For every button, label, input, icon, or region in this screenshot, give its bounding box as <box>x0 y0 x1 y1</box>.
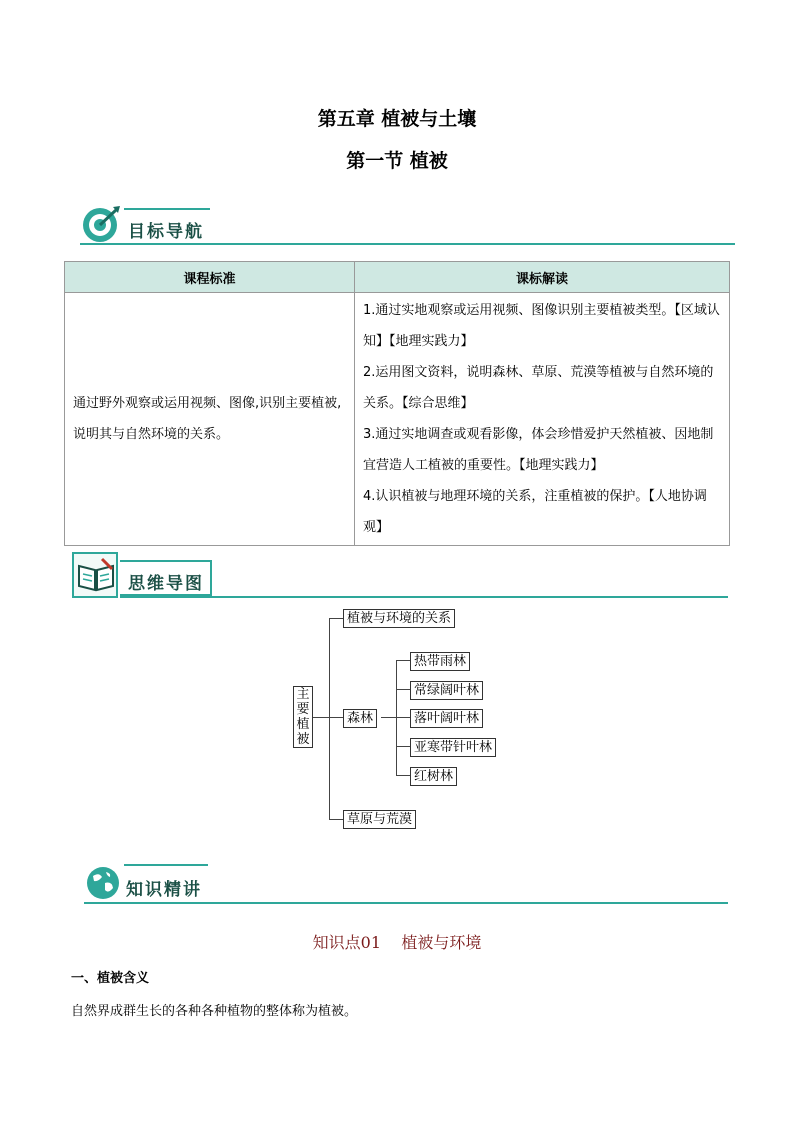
mindmap-leaf: 常绿阔叶林 <box>410 681 483 700</box>
mindmap-node-forest: 森林 <box>343 709 377 728</box>
table-header-interpretation: 课标解读 <box>355 262 730 293</box>
globe-icon <box>84 864 122 902</box>
mindmap-leaf: 热带雨林 <box>410 652 470 671</box>
mindmap-root: 主要植被 <box>293 686 313 748</box>
curriculum-table <box>64 261 730 546</box>
chapter-title: 第五章 植被与土壤 <box>317 108 477 130</box>
book-icon <box>76 556 116 594</box>
mindmap-leaf: 亚寒带针叶林 <box>410 738 496 757</box>
interpretation-item: 4.认识植被与地理环境的关系，注重植被的保护。【人地协调观】 <box>363 489 707 535</box>
mindmap-node-grassland: 草原与荒漠 <box>343 810 416 829</box>
goal-banner-title: 目标导航 <box>128 222 204 242</box>
interpretation-item: 2.运用图文资料，说明森林、草原、荒漠等植被与自然环境的关系。【综合思维】 <box>363 365 714 411</box>
mindmap-banner-title: 思维导图 <box>128 574 204 594</box>
table-header-standard: 课程标准 <box>65 262 355 293</box>
interpretation-item: 1.通过实地观察或运用视频、图像识别主要植被类型。【区域认知】【地理实践力】 <box>363 303 720 349</box>
mindmap-leaf: 落叶阔叶林 <box>410 709 483 728</box>
knowledge-banner-title: 知识精讲 <box>126 880 202 900</box>
target-icon <box>80 204 122 244</box>
definition-text: 自然界成群生长的各种各种植物的整体称为植被。 <box>71 1004 358 1019</box>
interpretation-cell <box>355 293 730 546</box>
subheading: 一、植被含义 <box>71 971 150 986</box>
section-title: 第一节 植被 <box>346 150 448 172</box>
standard-cell: 通过野外观察或运用视频、图像,识别主要植被,说明其与自然环境的关系。 <box>65 293 355 546</box>
interpretation-item: 3.通过实地调查或观看影像，体会珍惜爱护天然植被、因地制宜营造人工植被的重要性。【地理实践力】 <box>363 427 714 473</box>
mindmap-node-relation: 植被与环境的关系 <box>343 609 455 628</box>
knowledge-point-title: 知识点01 植被与环境 <box>312 933 482 952</box>
mindmap-leaf: 红树林 <box>410 767 457 786</box>
